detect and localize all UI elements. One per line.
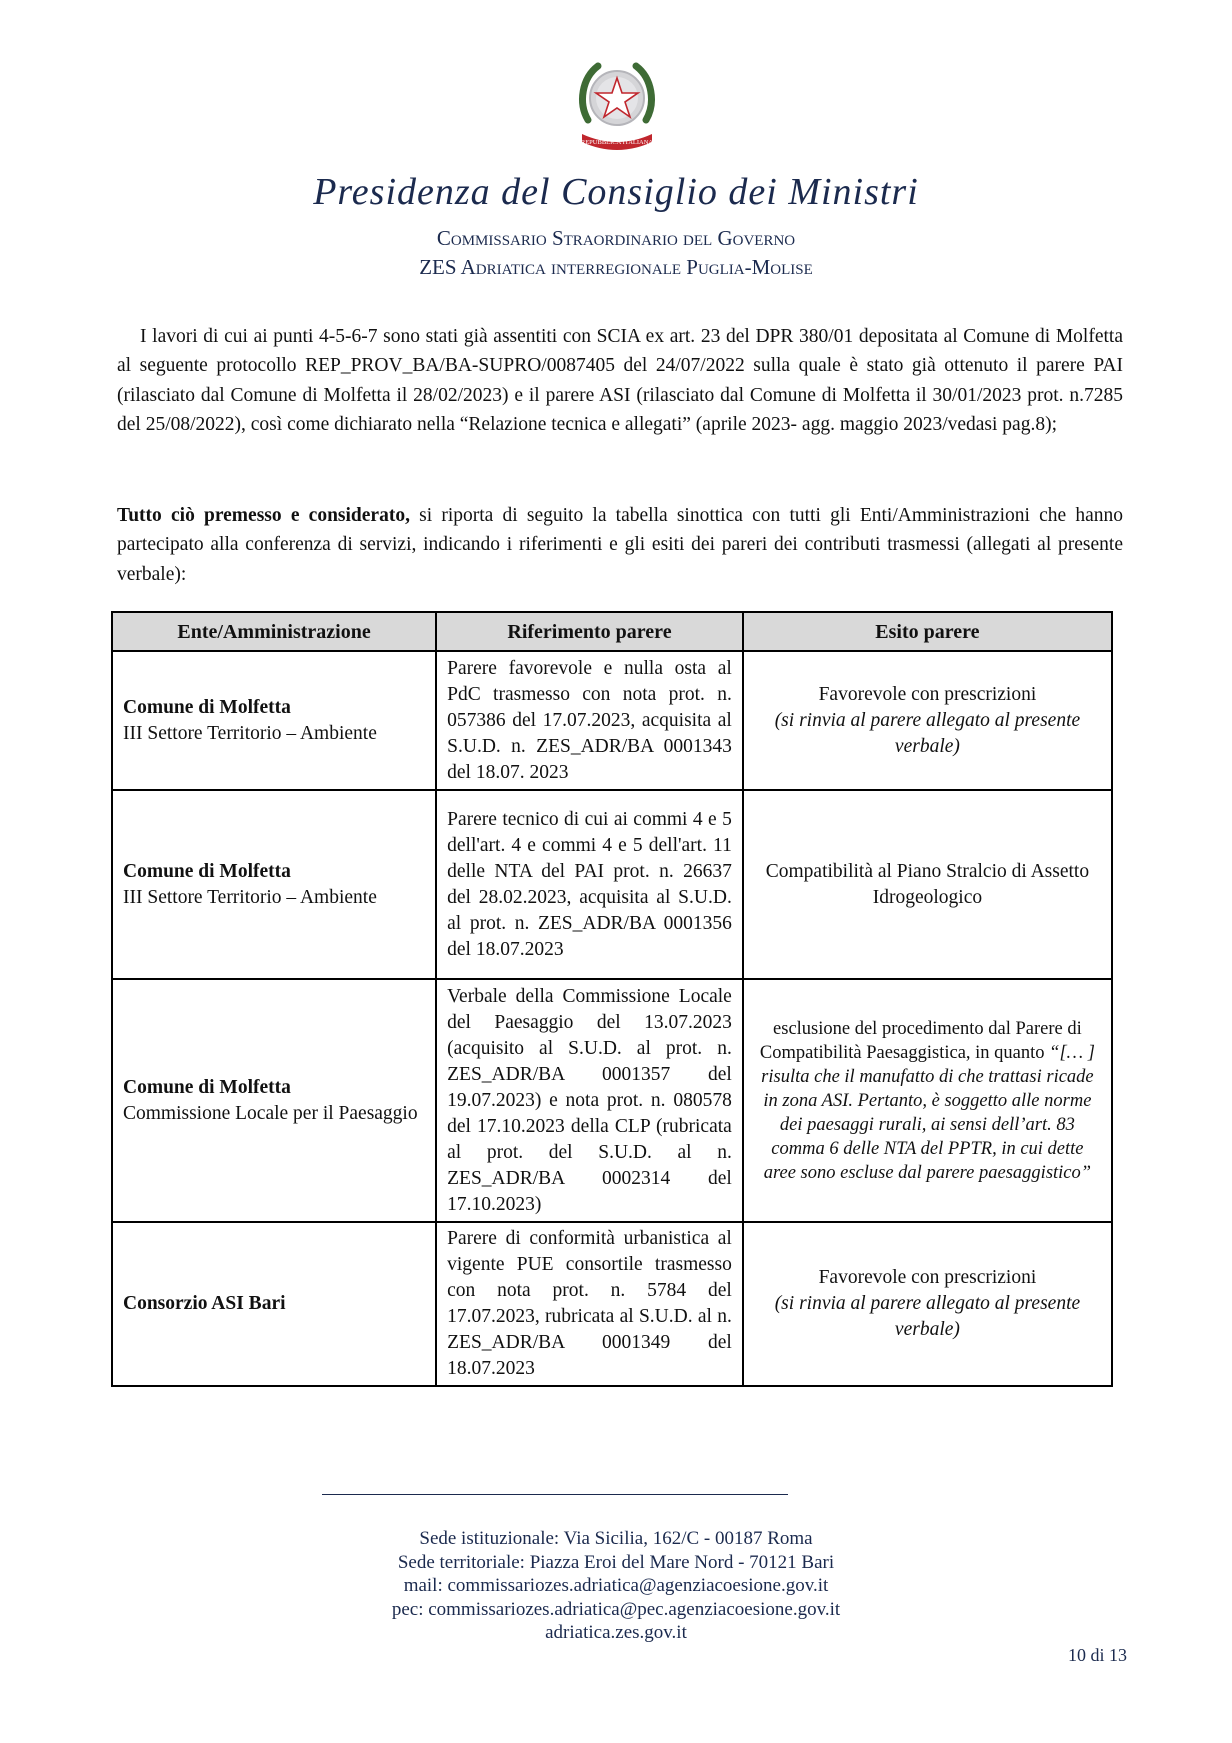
esito-note: (si rinvia al parere allegato al presente verbale): [774, 1293, 1081, 1340]
paragraph-premesso-text: si riporta di seguito la tabella sinottica con tutti gli Enti/Amministrazioni che hanno partecipato alla conferenza di servizi, indicando i riferimenti e gli esiti dei pareri dei contributi trasmessi (allegati al presente verbale):: [117, 505, 1124, 585]
cell-ente: [112, 790, 436, 979]
esito-note: (si rinvia al parere allegato al presente verbale): [774, 709, 1081, 757]
emblem-icon: [576, 58, 658, 152]
cell-ente: [112, 1222, 436, 1386]
cell-riferimento: Parere favorevole e nulla osta al PdC trasmesso con nota prot. n. 057386 del 17.07.2023, acquisita al S.U.D. n. ZES_ADR/BA 0001343 del 18.07. 2023: [436, 651, 743, 790]
footer-sede-territoriale: Sede territoriale: Piazza Eroi del Mare Nord - 70121 Bari: [397, 1551, 835, 1573]
cell-esito: [743, 790, 1112, 979]
cell-riferimento: Parere di conformità urbanistica al vigente PUE consortile trasmesso con nota prot. n. 5784 del 17.07.2023, rubricata al S.U.D. al n. ZES_ADR/BA 0001349 del 18.07.2023: [436, 1222, 743, 1386]
institution-subtitle-2: ZES Adriatica interregionale Puglia-Molise: [419, 255, 813, 279]
paragraph-premesso-bold: Tutto ciò premesso e considerato,: [117, 505, 410, 526]
cell-riferimento: Parere tecnico di cui ai commi 4 e 5 dell'art. 4 e commi 4 e 5 dell'art. 11 delle NTA del PAI prot. n. 26637 del 28.02.2023, acquisita al S.U.D. al prot. n. ZES_ADR/BA 0001356 del 18.07.2023: [436, 790, 743, 979]
cell-ente: [112, 979, 436, 1222]
footer-sede-istituzionale: Sede istituzionale: Via Sicilia, 162/C - 00187 Roma: [419, 1528, 813, 1549]
svg-text:REPUBBLICA ITALIANA: REPUBBLICA ITALIANA: [580, 139, 654, 146]
ente-name: Comune di Molfetta: [123, 1076, 291, 1098]
footer-mail: mail: commissariozes.adriatica@agenziacoesione.gov.it: [403, 1575, 829, 1596]
paragraph-lavori: I lavori di cui ai punti 4-5-6-7 sono stati già assentiti con SCIA ex art. 23 del DPR 380/01 depositata al Comune di Molfetta al seguente protocollo REP_PROV_BA/BA-SUPRO/0087405 del 24/07/2022 sulla quale è stato già ottenuto il parere PAI (rilasciato dal Comune di Molfetta il 28/02/2023) e il parere ASI (rilasciato dal Comune di Molfetta il 30/01/2023 prot. n.7285 del 25/08/2022), così come dichiarato nella “Relazione tecnica e allegati” (aprile 2023- agg. maggio 2023/vedasi pag.8);: [117, 326, 1123, 435]
esito-main: Favorevole con prescrizioni: [818, 683, 1037, 705]
repubblica-italiana-emblem: [576, 58, 658, 152]
paragraph-premesso: [117, 501, 1123, 589]
ente-name: Consorzio ASI Bari: [123, 1293, 286, 1314]
footer-divider: [322, 1494, 788, 1495]
cell-riferimento: Verbale della Commissione Locale del Paesaggio del 13.07.2023 (acquisito al S.U.D. al prot. n. ZES_ADR/BA 0001357 del 19.07.2023) e nota prot. n. 080578 del 17.10.2023 della CLP (rubricata al prot. del S.U.D. al n. ZES_ADR/BA 0002314 del 17.10.2023): [436, 979, 743, 1222]
ente-name: Comune di Molfetta: [123, 860, 291, 882]
esito-main: Compatibilità al Piano Stralcio di Assetto Idrogeologico: [765, 860, 1090, 908]
ente-subtitle: III Settore Territorio – Ambiente: [123, 722, 377, 744]
table-header-row: [112, 612, 1112, 651]
esito-main: Favorevole con prescrizioni: [818, 1267, 1037, 1288]
institution-title: Presidenza del Consiglio dei Ministri: [313, 171, 919, 213]
institution-subtitle-1: Commissario Straordinario del Governo: [436, 226, 796, 250]
footer-contacts: [0, 1527, 1232, 1645]
footer-website: adriatica.zes.gov.it: [545, 1622, 687, 1643]
ente-subtitle: Commissione Locale per il Paesaggio: [123, 1102, 418, 1124]
synoptic-table: [111, 611, 1113, 1387]
table-row: [112, 790, 1112, 979]
col-header-riferimento: Riferimento parere: [436, 612, 743, 651]
esito-quote: “[… ] risulta che il manufatto di che trattasi ricade in zona ASI. Pertanto, è soggetto alle norme dei paesaggi rurali, ai sensi dell’art. 83 comma 6 delle NTA del PPTR, in cui dette aree sono escluse dal parere paesaggistico”: [761, 1042, 1095, 1183]
cell-esito: [743, 651, 1112, 790]
page-number: 10 di 13: [1068, 1645, 1128, 1665]
table-row: [112, 1222, 1112, 1386]
cell-ente: [112, 651, 436, 790]
col-header-esito: Esito parere: [743, 612, 1112, 651]
cell-esito: [743, 979, 1112, 1222]
table-row: [112, 979, 1112, 1222]
footer-pec: pec: commissariozes.adriatica@pec.agenziacoesione.gov.it: [391, 1598, 841, 1620]
ente-name: Comune di Molfetta: [123, 696, 291, 718]
col-header-ente: Ente/Amministrazione: [112, 612, 436, 651]
ente-subtitle: III Settore Territorio – Ambiente: [123, 886, 377, 908]
esito-main: esclusione del procedimento dal Parere di Compatibilità Paesaggistica, in quanto: [759, 1018, 1082, 1063]
cell-esito: [743, 1222, 1112, 1386]
table-row: [112, 651, 1112, 790]
